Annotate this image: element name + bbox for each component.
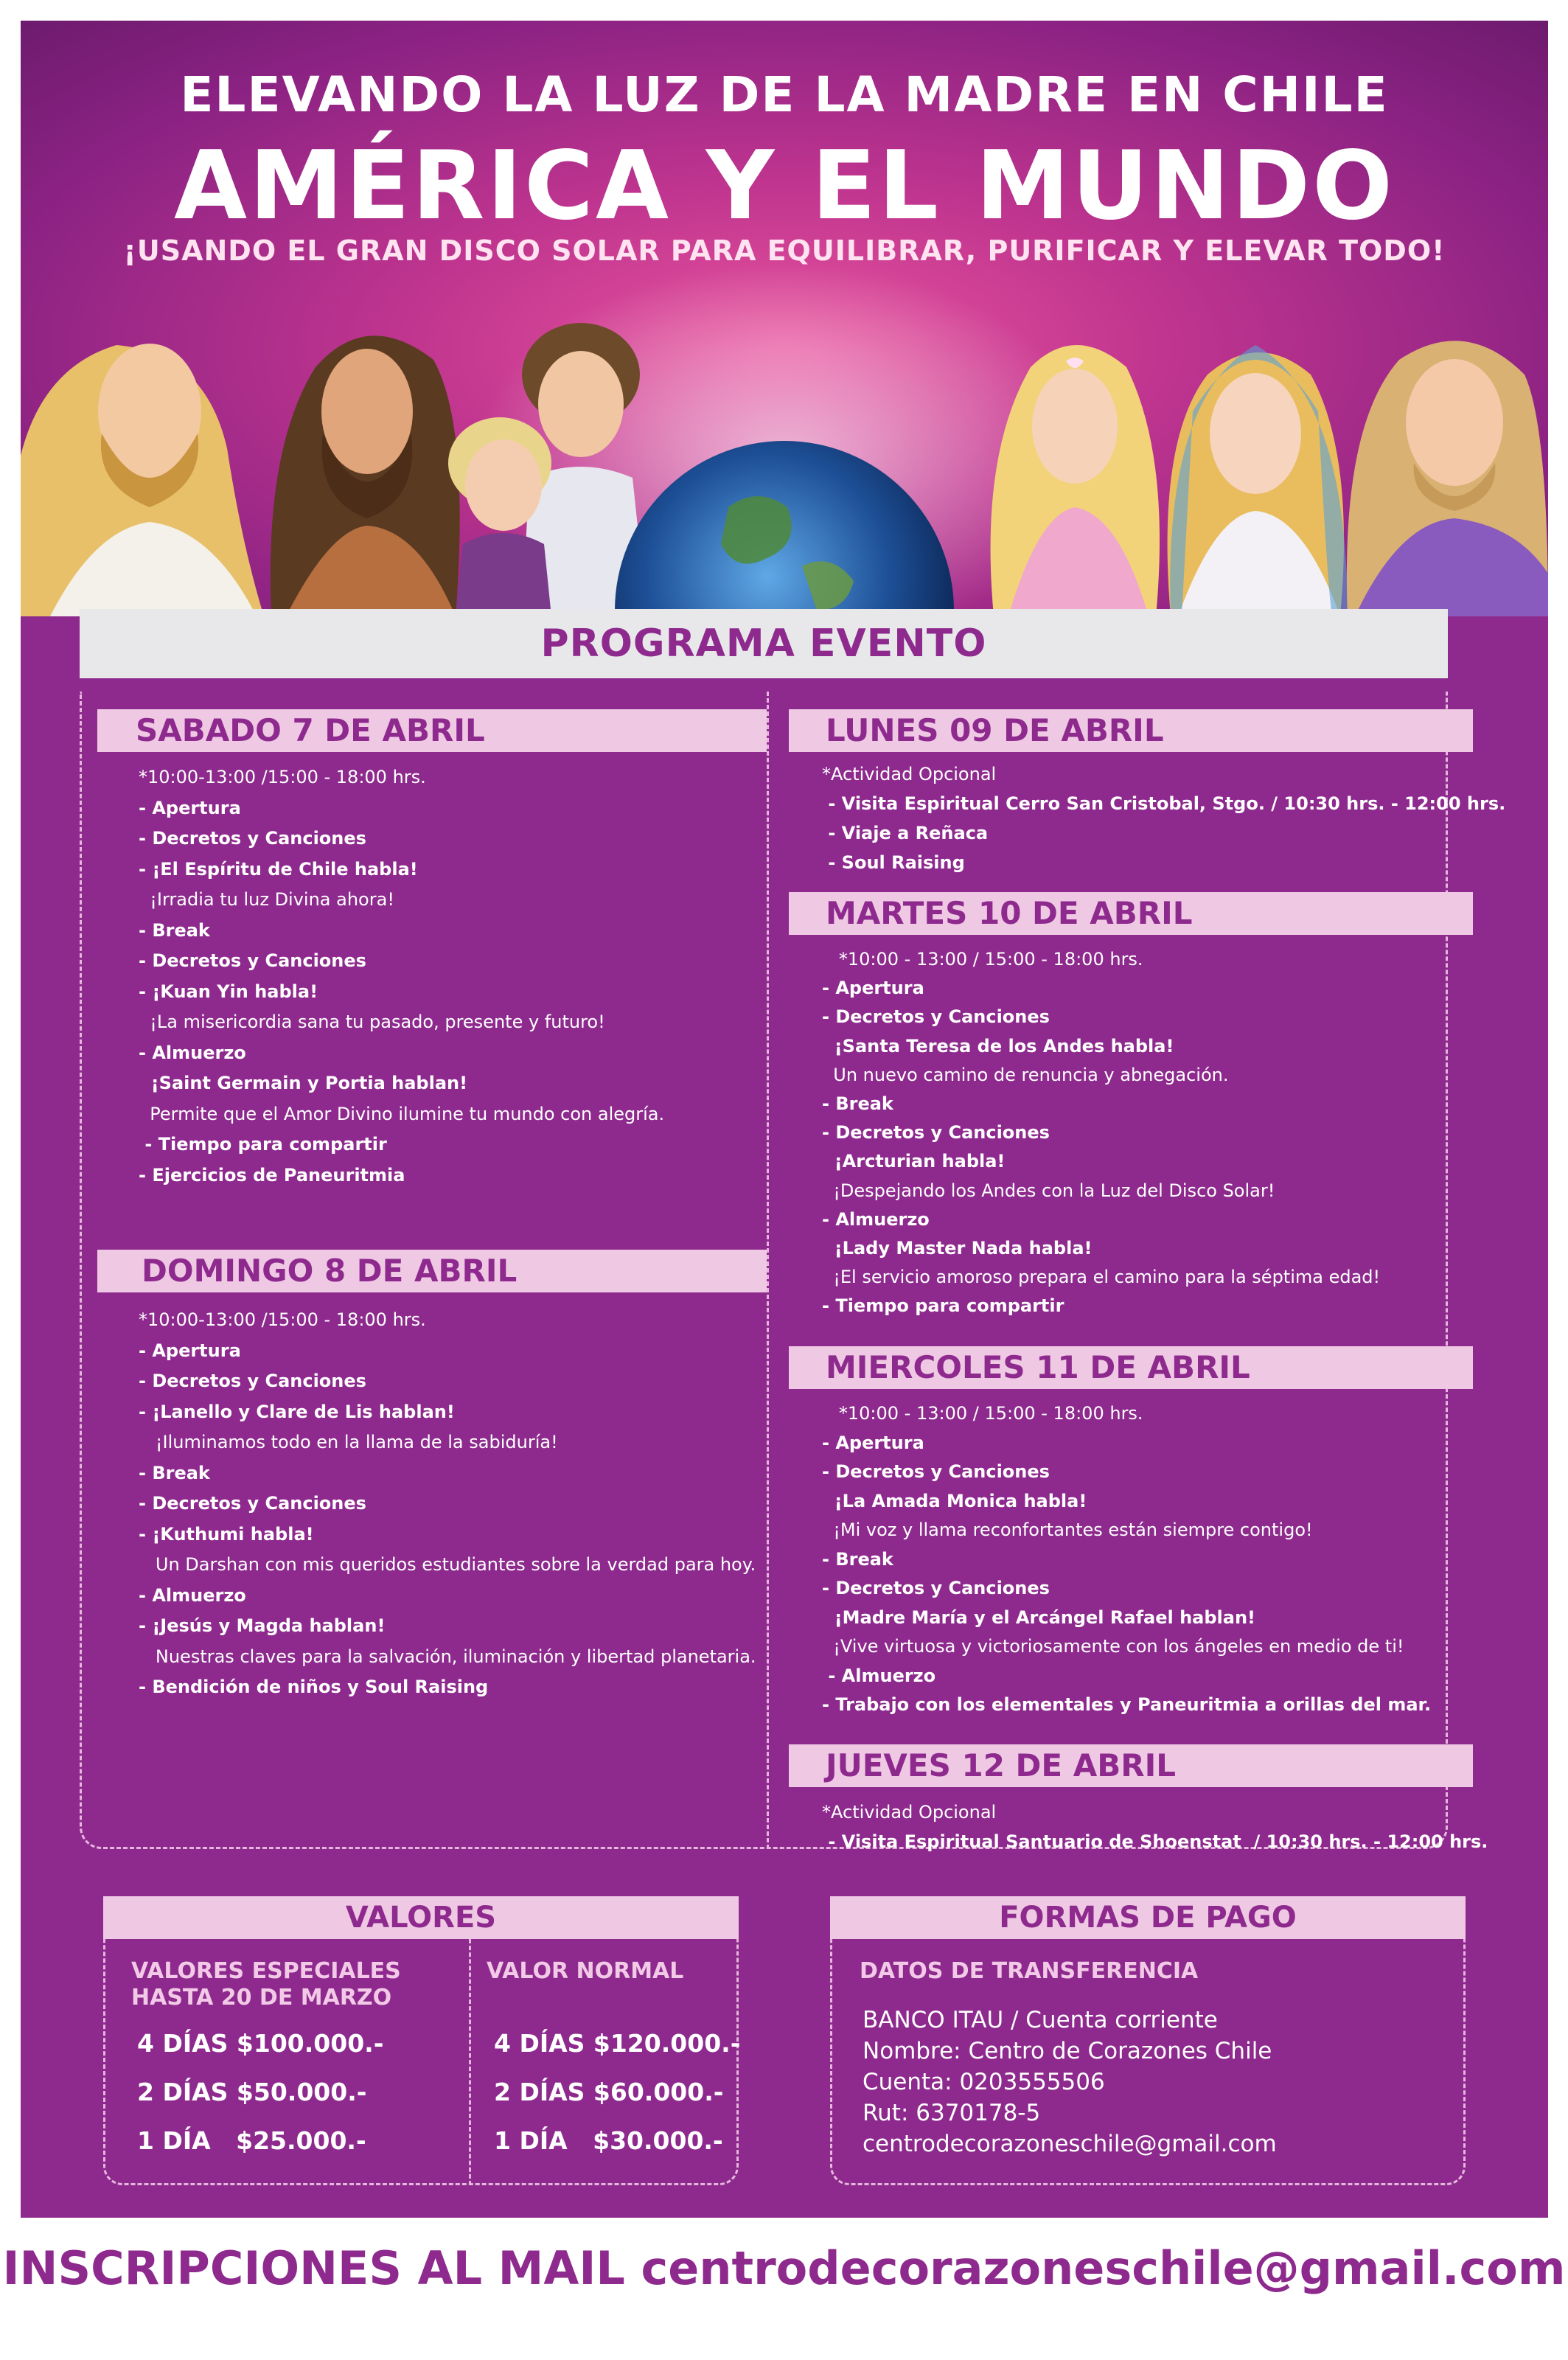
schedule-item: *10:00-13:00 /15:00 - 18:00 hrs.	[139, 1309, 426, 1330]
title-line2: AMÉRICA Y EL MUNDO	[174, 131, 1395, 241]
schedule-item: Un Darshan con mis queridos estudiantes sobre la verdad para hoy.	[139, 1554, 756, 1575]
schedule-item: - Tiempo para compartir	[822, 1295, 1065, 1317]
schedule-item: - Almuerzo	[139, 1584, 246, 1606]
schedule-item: - ¡Lanello y Clare de Lis hablan!	[139, 1401, 455, 1422]
spiritual-figures-illustration	[21, 264, 1548, 616]
price-especial-4: 4 DÍAS $100.000.-	[137, 2029, 384, 2058]
day-items-lunes	[822, 759, 1506, 877]
figure-right-2	[1168, 345, 1348, 616]
day-items-jueves	[822, 1797, 1488, 1856]
schedule-item: ¡Irradia tu luz Divina ahora!	[139, 889, 394, 910]
figure-left-2	[271, 335, 460, 616]
day-heading-lunes: LUNES 09 DE ABRIL	[789, 709, 1473, 752]
schedule-item: Un nuevo camino de renuncia y abnegación.	[822, 1064, 1229, 1085]
valores-especiales-label-2: HASTA 20 DE MARZO	[131, 1985, 392, 2011]
schedule-item: - Almuerzo	[822, 1208, 930, 1230]
schedule-item: - Visita Espiritual Cerro San Cristobal, Stgo. / 10:30 hrs. - 12:00 hrs.	[822, 793, 1506, 814]
price-normal-1: 1 DÍA $30.000.-	[494, 2126, 723, 2155]
schedule-item: - ¡El Espíritu de Chile habla!	[139, 858, 418, 880]
schedule-item: ¡Despejando los Andes con la Luz del Disco Solar!	[822, 1180, 1275, 1201]
schedule-item: ¡Arcturian habla!	[822, 1151, 1006, 1172]
schedule-item: ¡Mi voz y llama reconfortantes están siempre contigo!	[822, 1520, 1313, 1540]
schedule-item: *Actividad Opcional	[822, 1802, 997, 1823]
pago-line-nombre: Nombre: Centro de Corazones Chile	[863, 2038, 1272, 2064]
schedule-item: - Viaje a Reñaca	[822, 823, 989, 843]
schedule-item: - Ejercicios de Paneuritmia	[139, 1164, 405, 1186]
program-title: PROGRAMA EVENTO	[80, 609, 1448, 678]
valores-especiales-label-1: VALORES ESPECIALES	[131, 1958, 401, 1984]
pago-title: FORMAS DE PAGO	[830, 1896, 1466, 1939]
pago-line-email: centrodecorazoneschile@gmail.com	[863, 2131, 1277, 2157]
day-heading-miercoles: MIERCOLES 11 DE ABRIL	[789, 1346, 1473, 1389]
pago-line-cuenta: Cuenta: 0203555506	[863, 2069, 1105, 2095]
schedule-item: - Tiempo para compartir	[139, 1134, 387, 1155]
day-items-domingo	[139, 1305, 758, 1703]
schedule-item: - Almuerzo	[139, 1042, 246, 1063]
schedule-item: - Decretos y Canciones	[139, 950, 366, 971]
schedule-item: ¡Madre María y el Arcángel Rafael hablan!	[822, 1607, 1255, 1628]
schedule-item: ¡Santa Teresa de los Andes habla!	[822, 1035, 1174, 1057]
day-heading-domingo: DOMINGO 8 DE ABRIL	[97, 1250, 767, 1292]
program-divider	[767, 692, 769, 1849]
schedule-item: ¡La Amada Monica habla!	[822, 1490, 1087, 1511]
schedule-item: ¡Iluminamos todo en la llama de la sabiduría!	[139, 1432, 558, 1452]
schedule-item: - Decretos y Canciones	[139, 828, 366, 849]
schedule-item: ¡Lady Master Nada habla!	[822, 1238, 1093, 1259]
schedule-item: - Trabajo con los elementales y Paneuritmia a orillas del mar.	[822, 1694, 1432, 1715]
schedule-item: ¡La misericordia sana tu pasado, presente y futuro!	[139, 1012, 605, 1032]
schedule-item: ¡Saint Germain y Portia hablan!	[139, 1073, 468, 1093]
price-normal-2: 2 DÍAS $60.000.-	[494, 2078, 724, 2106]
schedule-item: - Apertura	[822, 1432, 924, 1453]
day-heading-martes: MARTES 10 DE ABRIL	[789, 892, 1473, 935]
schedule-item: Nuestras claves para la salvación, iluminación y libertad planetaria.	[139, 1646, 756, 1667]
schedule-item: - Decretos y Canciones	[139, 1371, 366, 1391]
footer-inscripciones: INSCRIPCIONES AL MAIL centrodecorazoneschile@gmail.com	[2, 2241, 1566, 2295]
day-items-sabado	[139, 762, 758, 1191]
pago-line-rut: Rut: 6370178-5	[863, 2100, 1041, 2126]
schedule-item: *10:00 - 13:00 / 15:00 - 18:00 hrs.	[822, 1403, 1143, 1424]
pago-line-banco: BANCO ITAU / Cuenta corriente	[863, 2007, 1218, 2033]
price-normal-4: 4 DÍAS $120.000.-	[494, 2029, 741, 2058]
schedule-item: ¡Vive virtuosa y victoriosamente con los ángeles en medio de ti!	[822, 1636, 1404, 1657]
schedule-item: - Break	[139, 1462, 210, 1483]
day-items-martes	[822, 945, 1463, 1321]
schedule-item: *10:00-13:00 /15:00 - 18:00 hrs.	[139, 767, 426, 787]
schedule-item: - Break	[822, 1548, 893, 1570]
schedule-item: - ¡Jesús y Magda hablan!	[139, 1615, 386, 1636]
schedule-item: - Apertura	[139, 797, 241, 818]
schedule-item: *Actividad Opcional	[822, 764, 997, 784]
schedule-item: - Bendición de niños y Soul Raising	[139, 1677, 489, 1697]
price-especial-2: 2 DÍAS $50.000.-	[137, 2078, 367, 2106]
title-line1: ELEVANDO LA LUZ DE LA MADRE EN CHILE	[180, 66, 1389, 123]
day-items-miercoles	[822, 1399, 1463, 1720]
schedule-item: - Decretos y Canciones	[822, 1122, 1050, 1144]
schedule-item: - Break	[139, 919, 210, 941]
figure-right-3	[1347, 341, 1548, 616]
figure-left-1	[21, 344, 264, 616]
schedule-item: - Break	[822, 1093, 893, 1115]
schedule-item: Permite que el Amor Divino ilumine tu mundo con alegría.	[139, 1103, 665, 1124]
schedule-item: - Decretos y Canciones	[822, 1578, 1050, 1598]
valor-normal-label: VALOR NORMAL	[487, 1958, 684, 1984]
schedule-item: - Almuerzo	[822, 1665, 936, 1686]
schedule-item: - Decretos y Canciones	[822, 1461, 1050, 1482]
day-heading-jueves: JUEVES 12 DE ABRIL	[789, 1744, 1473, 1787]
subtitle: ¡USANDO EL GRAN DISCO SOLAR PARA EQUILIBRAR, PURIFICAR Y ELEVAR TODO!	[123, 234, 1446, 267]
schedule-item: - Apertura	[139, 1340, 241, 1361]
schedule-item: - ¡Kuan Yin habla!	[139, 981, 318, 1002]
schedule-item: - Decretos y Canciones	[822, 1006, 1050, 1028]
schedule-item: ¡El servicio amoroso prepara el camino para la séptima edad!	[822, 1267, 1381, 1288]
schedule-item: - Apertura	[822, 978, 924, 999]
day-heading-sabado: SABADO 7 DE ABRIL	[97, 709, 767, 752]
schedule-item: - Visita Espiritual Santuario de Shoenstat / 10:30 hrs. - 12:00 hrs.	[822, 1831, 1488, 1852]
valores-divider	[469, 1939, 471, 2185]
header-banner	[21, 21, 1548, 616]
schedule-item: - ¡Kuthumi habla!	[139, 1523, 314, 1545]
pago-subtitle: DATOS DE TRANSFERENCIA	[860, 1958, 1199, 1984]
schedule-item: *10:00 - 13:00 / 15:00 - 18:00 hrs.	[822, 949, 1143, 970]
price-especial-1: 1 DÍA $25.000.-	[137, 2126, 366, 2155]
schedule-item: - Decretos y Canciones	[139, 1493, 366, 1514]
schedule-item: - Soul Raising	[822, 852, 965, 873]
valores-title: VALORES	[103, 1896, 739, 1939]
